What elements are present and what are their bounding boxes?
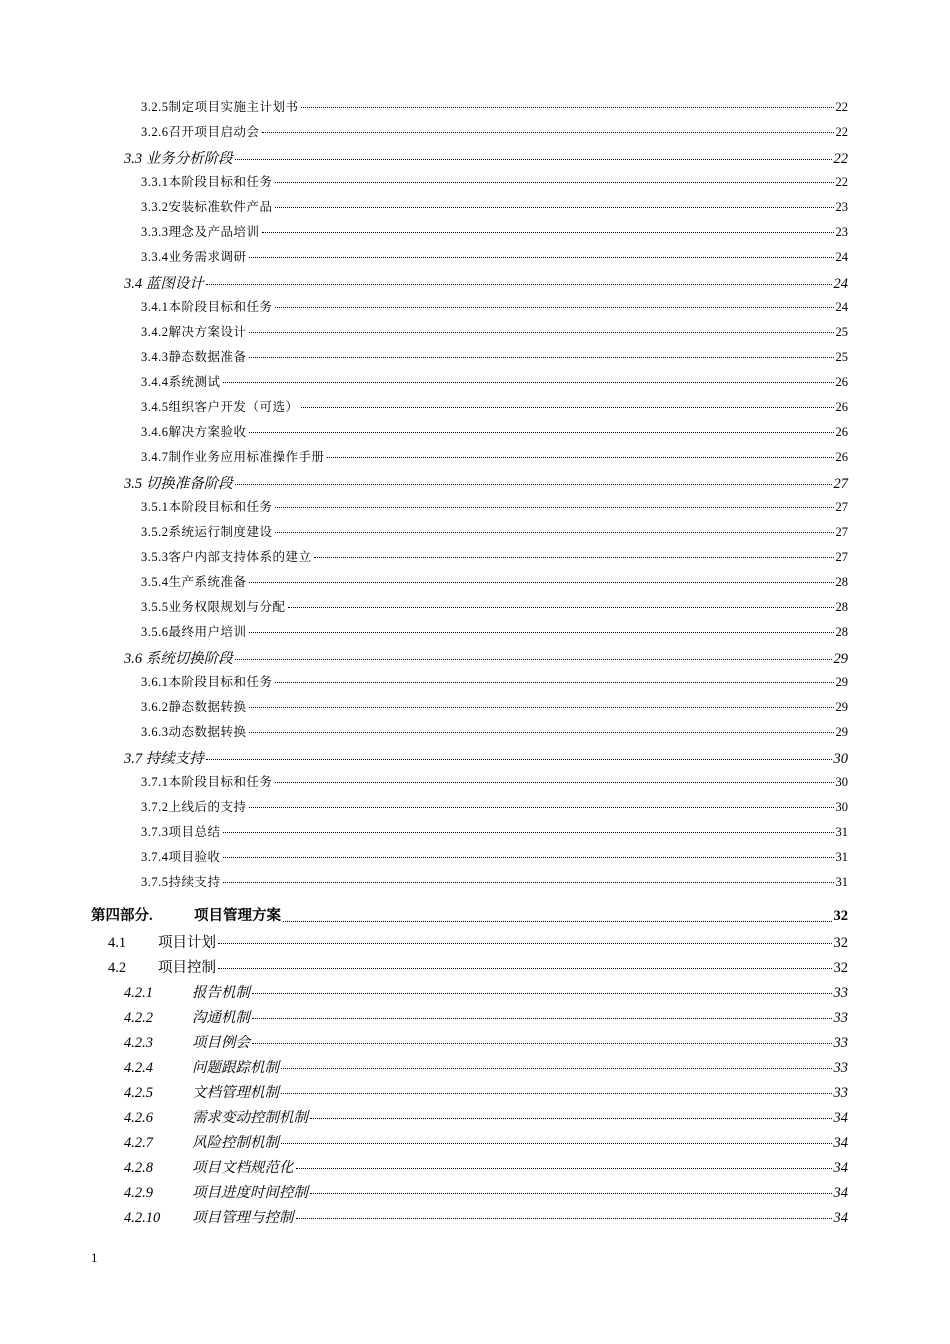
toc-entry-title: 3.6 系统切换阶段 <box>124 651 233 667</box>
toc-entry-title: 3.5.3客户内部支持体系的建立 <box>141 550 312 564</box>
toc-entry[interactable] <box>0 747 950 772</box>
table-of-contents <box>0 97 950 1231</box>
toc-entry-title: 项目管理方案 <box>194 908 281 924</box>
toc-entry-page: 34 <box>833 1135 848 1151</box>
toc-entry-number: 4.2.7 <box>124 1135 153 1151</box>
toc-entry[interactable] <box>0 97 950 122</box>
toc-entry-page: 27 <box>835 500 848 514</box>
toc-entry[interactable] <box>0 1131 950 1156</box>
toc-entry-title: 需求变动控制机制 <box>192 1110 308 1126</box>
dot-leader <box>235 484 832 485</box>
toc-entry-page: 32 <box>833 960 848 976</box>
toc-entry-page: 22 <box>835 175 848 189</box>
toc-entry[interactable] <box>0 472 950 497</box>
dot-leader <box>301 107 834 108</box>
toc-entry[interactable] <box>0 597 950 622</box>
dot-leader <box>310 1118 832 1119</box>
dot-leader <box>275 532 834 533</box>
toc-entry[interactable] <box>0 247 950 272</box>
toc-entry[interactable] <box>0 1181 950 1206</box>
toc-entry-title: 3.4.6解决方案验收 <box>141 425 247 439</box>
toc-entry[interactable] <box>0 497 950 522</box>
dot-leader <box>327 457 834 458</box>
toc-entry-page: 27 <box>835 550 848 564</box>
toc-entry-page: 22 <box>835 125 848 139</box>
toc-entry-page: 32 <box>833 908 848 924</box>
dot-leader <box>288 607 834 608</box>
toc-entry-title: 3.2.6召开项目启动会 <box>141 125 260 139</box>
toc-entry-page: 29 <box>833 651 848 667</box>
dot-leader <box>281 1068 832 1069</box>
dot-leader <box>283 921 832 922</box>
toc-entry[interactable] <box>0 1006 950 1031</box>
toc-entry-title: 项目管理与控制 <box>192 1210 294 1226</box>
dot-leader <box>314 557 834 558</box>
toc-entry-page: 24 <box>835 300 848 314</box>
toc-entry-page: 26 <box>835 425 848 439</box>
toc-entry-page: 28 <box>835 575 848 589</box>
toc-entry-title: 3.5.4生产系统准备 <box>141 575 247 589</box>
dot-leader <box>262 132 834 133</box>
toc-entry-title: 3.3.1本阶段目标和任务 <box>141 175 273 189</box>
toc-entry[interactable] <box>0 322 950 347</box>
toc-entry-title: 3.7 持续支持 <box>124 751 204 767</box>
toc-entry[interactable] <box>0 672 950 697</box>
toc-entry-title: 3.3.4业务需求调研 <box>141 250 247 264</box>
toc-entry-number: 4.2.6 <box>124 1110 153 1126</box>
dot-leader <box>275 182 834 183</box>
toc-entry-page: 28 <box>835 625 848 639</box>
toc-entry-title: 3.7.5持续支持 <box>141 875 221 889</box>
toc-entry-page: 34 <box>833 1110 848 1126</box>
toc-entry-title: 3.3.3理念及产品培训 <box>141 225 260 239</box>
toc-entry-title: 项目例会 <box>192 1035 250 1051</box>
toc-entry[interactable] <box>0 297 950 322</box>
toc-entry-number: 4.2.8 <box>124 1160 153 1176</box>
toc-entry-title: 文档管理机制 <box>192 1085 279 1101</box>
toc-entry-page: 33 <box>833 985 848 1001</box>
toc-entry[interactable] <box>0 872 950 897</box>
toc-entry-title: 3.6.2静态数据转换 <box>141 700 247 714</box>
toc-entry-number: 4.2.2 <box>124 1010 153 1026</box>
toc-entry-title: 3.5.5业务权限规划与分配 <box>141 600 286 614</box>
toc-entry-page: 29 <box>835 700 848 714</box>
dot-leader <box>310 1193 832 1194</box>
toc-entry-title: 3.5 切换准备阶段 <box>124 476 233 492</box>
toc-entry-page: 30 <box>833 751 848 767</box>
toc-entry-title: 3.4.3静态数据准备 <box>141 350 247 364</box>
toc-entry-page: 34 <box>833 1210 848 1226</box>
toc-entry-page: 33 <box>833 1085 848 1101</box>
toc-entry-page: 26 <box>835 375 848 389</box>
toc-entry[interactable] <box>0 1056 950 1081</box>
toc-entry-page: 29 <box>835 725 848 739</box>
toc-entry[interactable] <box>0 397 950 422</box>
toc-entry[interactable] <box>0 347 950 372</box>
toc-entry[interactable] <box>0 1031 950 1056</box>
toc-entry-title: 3.5.6最终用户培训 <box>141 625 247 639</box>
toc-entry[interactable] <box>0 647 950 672</box>
toc-entry[interactable] <box>0 122 950 147</box>
toc-entry[interactable] <box>0 522 950 547</box>
toc-entry[interactable] <box>0 197 950 222</box>
toc-entry[interactable] <box>0 622 950 647</box>
toc-entry-title: 3.3.2安装标准软件产品 <box>141 200 273 214</box>
toc-entry-number: 4.2.10 <box>124 1210 161 1226</box>
toc-entry-page: 31 <box>835 875 848 889</box>
toc-entry-title: 3.4.4系统测试 <box>141 375 221 389</box>
dot-leader <box>235 159 832 160</box>
dot-leader <box>296 1218 832 1219</box>
toc-entry-title: 3.2.5制定项目实施主计划书 <box>141 100 299 114</box>
toc-entry-title: 3.7.4项目验收 <box>141 850 221 864</box>
toc-entry-page: 30 <box>835 800 848 814</box>
dot-leader <box>223 857 834 858</box>
toc-entry-number: 第四部分. <box>91 908 153 924</box>
dot-leader <box>223 382 834 383</box>
toc-entry[interactable] <box>0 722 950 747</box>
toc-entry-number: 4.2.3 <box>124 1035 153 1051</box>
toc-entry-title: 3.3 业务分析阶段 <box>124 151 233 167</box>
dot-leader <box>249 807 834 808</box>
toc-entry-page: 31 <box>835 850 848 864</box>
dot-leader <box>249 257 834 258</box>
toc-entry[interactable] <box>0 897 950 931</box>
toc-entry-page: 22 <box>835 100 848 114</box>
toc-entry-title: 沟通机制 <box>192 1010 250 1026</box>
toc-entry[interactable] <box>0 1206 950 1231</box>
dot-leader <box>235 659 832 660</box>
toc-entry-title: 3.4.5组织客户开发（可选） <box>141 400 299 414</box>
toc-entry-title: 项目文档规范化 <box>192 1160 294 1176</box>
toc-entry-title: 3.4 蓝图设计 <box>124 276 204 292</box>
toc-entry-page: 33 <box>833 1010 848 1026</box>
toc-entry-page: 34 <box>833 1185 848 1201</box>
dot-leader <box>275 307 834 308</box>
toc-entry-page: 25 <box>835 325 848 339</box>
toc-entry-page: 31 <box>835 825 848 839</box>
dot-leader <box>249 332 834 333</box>
toc-entry[interactable] <box>0 931 950 956</box>
toc-entry-title: 3.4.2解决方案设计 <box>141 325 247 339</box>
toc-entry[interactable] <box>0 272 950 297</box>
dot-leader <box>262 232 834 233</box>
toc-entry-title: 风险控制机制 <box>192 1135 279 1151</box>
dot-leader <box>249 582 834 583</box>
toc-entry[interactable] <box>0 222 950 247</box>
dot-leader <box>252 993 832 994</box>
dot-leader <box>275 782 834 783</box>
toc-entry[interactable] <box>0 697 950 722</box>
toc-entry[interactable] <box>0 772 950 797</box>
toc-entry-page: 32 <box>833 935 848 951</box>
dot-leader <box>218 968 832 969</box>
toc-entry[interactable] <box>0 847 950 872</box>
toc-entry-page: 27 <box>833 476 848 492</box>
toc-entry-page: 26 <box>835 400 848 414</box>
toc-entry-page: 24 <box>835 250 848 264</box>
toc-entry[interactable] <box>0 981 950 1006</box>
toc-entry-page: 26 <box>835 450 848 464</box>
toc-entry[interactable] <box>0 372 950 397</box>
dot-leader <box>252 1043 832 1044</box>
dot-leader <box>206 284 832 285</box>
toc-entry-title: 3.6.1本阶段目标和任务 <box>141 675 273 689</box>
toc-entry-title: 项目计划 <box>158 935 216 951</box>
toc-entry[interactable] <box>0 172 950 197</box>
toc-entry-title: 3.5.2系统运行制度建设 <box>141 525 273 539</box>
toc-entry-number: 4.2.9 <box>124 1185 153 1201</box>
toc-entry-number: 4.2.4 <box>124 1060 153 1076</box>
toc-entry-title: 3.7.2上线后的支持 <box>141 800 247 814</box>
toc-entry-page: 33 <box>833 1060 848 1076</box>
toc-entry-title: 项目进度时间控制 <box>192 1185 308 1201</box>
toc-entry-page: 24 <box>833 276 848 292</box>
toc-entry-number: 4.2.5 <box>124 1085 153 1101</box>
toc-entry-page: 23 <box>835 200 848 214</box>
toc-entry-title: 3.4.1本阶段目标和任务 <box>141 300 273 314</box>
toc-entry-title: 3.7.3项目总结 <box>141 825 221 839</box>
toc-entry[interactable] <box>0 147 950 172</box>
toc-entry-page: 27 <box>835 525 848 539</box>
dot-leader <box>249 632 834 633</box>
toc-entry[interactable] <box>0 822 950 847</box>
toc-entry-number: 4.2.1 <box>124 985 153 1001</box>
dot-leader <box>281 1143 832 1144</box>
toc-entry[interactable] <box>0 572 950 597</box>
dot-leader <box>249 357 834 358</box>
toc-entry-title: 3.7.1本阶段目标和任务 <box>141 775 273 789</box>
dot-leader <box>218 943 832 944</box>
toc-entry[interactable] <box>0 1081 950 1106</box>
dot-leader <box>249 707 834 708</box>
toc-entry-page: 23 <box>835 225 848 239</box>
dot-leader <box>275 507 834 508</box>
toc-entry[interactable] <box>0 447 950 472</box>
toc-entry[interactable] <box>0 547 950 572</box>
toc-entry[interactable] <box>0 1106 950 1131</box>
toc-entry-title: 项目控制 <box>158 960 216 976</box>
toc-entry-page: 28 <box>835 600 848 614</box>
dot-leader <box>249 732 834 733</box>
dot-leader <box>275 207 834 208</box>
dot-leader <box>206 759 832 760</box>
toc-entry-page: 30 <box>835 775 848 789</box>
dot-leader <box>252 1018 832 1019</box>
toc-entry[interactable] <box>0 1156 950 1181</box>
toc-entry[interactable] <box>0 956 950 981</box>
dot-leader <box>281 1093 832 1094</box>
page-number: 1 <box>91 1250 98 1265</box>
toc-entry-page: 25 <box>835 350 848 364</box>
dot-leader <box>223 832 834 833</box>
dot-leader <box>301 407 834 408</box>
toc-entry-title: 3.4.7制作业务应用标准操作手册 <box>141 450 325 464</box>
toc-entry[interactable] <box>0 797 950 822</box>
dot-leader <box>223 882 834 883</box>
toc-entry-page: 34 <box>833 1160 848 1176</box>
toc-entry-title: 3.5.1本阶段目标和任务 <box>141 500 273 514</box>
toc-entry-page: 33 <box>833 1035 848 1051</box>
toc-entry[interactable] <box>0 422 950 447</box>
toc-entry-title: 3.6.3动态数据转换 <box>141 725 247 739</box>
toc-entry-number: 4.1 <box>108 935 127 951</box>
dot-leader <box>249 432 834 433</box>
toc-entry-title: 问题跟踪机制 <box>192 1060 279 1076</box>
dot-leader <box>275 682 834 683</box>
toc-entry-number: 4.2 <box>108 960 127 976</box>
toc-entry-page: 22 <box>833 151 848 167</box>
toc-entry-page: 29 <box>835 675 848 689</box>
dot-leader <box>296 1168 832 1169</box>
toc-entry-title: 报告机制 <box>192 985 250 1001</box>
